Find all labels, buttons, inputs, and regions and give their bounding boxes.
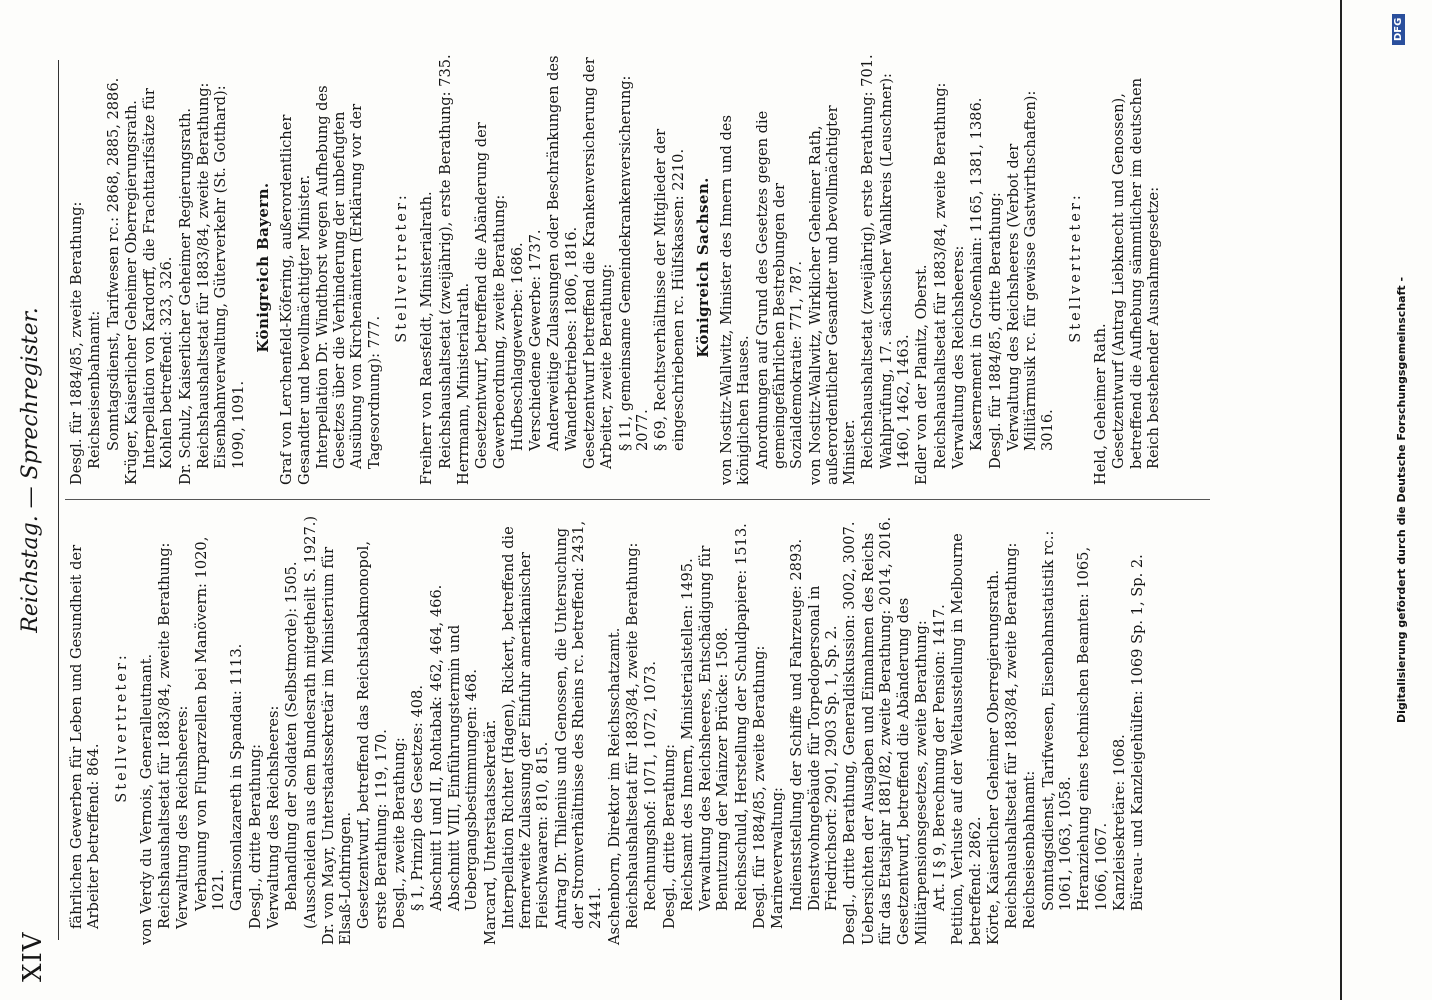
register-entry: Petition, Verluste auf der Weltausstellung in Melbourne betreffend: 2862. [949, 533, 984, 945]
register-entry: Antrag Dr. Thilenius und Genossen, die Untersuchung der Stromverhältnisse des Rheins rc. betreffend: 2431, 2441. [552, 520, 605, 929]
register-entry: § 69, Rechtsverhältnisse der Mitglieder der eingeschriebenen rc. Hülfskassen: 2210. [652, 128, 687, 451]
register-entry: Kanzleisekretäre: 1068. [1110, 734, 1128, 911]
register-entry: Desgl., dritte Berathung: [660, 743, 678, 929]
register-entry: Sonntagsdienst, Tarifwesen, Eisenbahnstatistik rc.: 1061, 1063, 1058. [1039, 530, 1075, 911]
register-entry: Uebersichten der Ausgaben und Einnahmen des Reichs für das Etatsjahr 1881/82, zweite Berathung: 2014, 2016. [859, 516, 895, 945]
header-rule [58, 60, 59, 940]
register-entry: Desgl. für 1884/85, zweite Berathung: [750, 645, 768, 929]
register-entry: Reichshaushaltsetat für 1883/84, zweite Berathung: [1003, 542, 1021, 929]
register-entry: Anderweitige Zulassungen oder Beschränkungen des Wanderbetriebes: 1806, 1816. [545, 55, 580, 451]
register-entry: Gesetzentwurf, betreffend das Reichstabakmonopol, erste Berathung: 119, 170. [355, 541, 390, 929]
register-entry: Wahlprüfung, 17. sächsischer Wahlkreis (Leuschner): 1460, 1462, 1463. [877, 73, 913, 469]
register-entry: Reichsschuld, Herstellung der Schuldpapiere: 1513. [732, 523, 750, 911]
register-entry: Verwaltung des Reichsheeres: [174, 705, 192, 929]
register-entry: Interpellation Dr. Windthorst wegen Aufhebung des Gesetzes über die Verhinderung der unbefugten Ausübung von Kirchenämtern (Erklärung vor der Tagesordnung): 777. [313, 85, 383, 469]
register-entry: Held, Geheimer Rath. [1092, 323, 1110, 485]
page-number: XIV [18, 931, 48, 982]
register-entry: Dr. Schulz, Kaiserlicher Geheimer Regierungsrath. [176, 107, 194, 485]
register-entry: Reichseisenbahnamt: [1021, 770, 1039, 929]
section-heading: Königreich Sachsen. [693, 177, 712, 358]
register-entry: fährlichen Gewerben für Leben und Gesundheit der Arbeiter betreffend: 864. [68, 544, 103, 929]
register-entry: Verwaltung des Reichsheeres, Entschädigung für Benutzung der Mainzer Brücke: 1508. [697, 545, 732, 911]
register-entry: Reichshaushaltsetat (zweijährig), erste Berathung: 735. [436, 54, 454, 469]
register-entry: Heranziehung eines technischen Beamten: 1065, 1066, 1067. [1075, 546, 1110, 911]
register-entry: Interpellation Richter (Hagen), Rickert, betreffend die fernerweite Zulassung der Einfuhr amerikanischer Fleischwaaren: 810, 815. [499, 526, 552, 929]
register-entry: Verwaltung des Reichsheeres: [264, 705, 282, 929]
register-entry: (Ausscheiden aus dem Bundesrath mitgetheilt S. 1927.) [301, 515, 319, 929]
register-entry: von Verdy du Vernois, Generalleutnant. [137, 653, 155, 945]
subsection-heading: Stellvertreter: [112, 652, 130, 803]
register-entry: Behandlung der Soldaten (Selbstmorde): 1505. [283, 561, 301, 911]
register-entry: Reichshaushaltsetat (zweijährig), erste Berathung: 701. [859, 54, 877, 469]
register-entry: Abschnitt I und II, Rohtabak: 462, 464, 466. [427, 584, 445, 911]
register-entry: Edler von der Planitz, Oberst. [913, 264, 931, 485]
register-entry: Art. I § 9, Berechnung der Pension: 1417. [930, 604, 948, 911]
register-entry: Marcard, Unterstaatssekretär. [481, 719, 499, 945]
register-entry: Krüger, Kaiserlicher Geheimer Oberregierungsrath. [122, 100, 140, 485]
register-entry: Anordnungen auf Grund des Gesetzes gegen die gemeingefährlichen Bestrebungen der Sozialdemokratie: 771, 787. [753, 110, 806, 469]
column-divider [65, 499, 1210, 500]
register-entry: Freiherr von Raesfeldt, Ministerialrath. [418, 191, 436, 485]
register-entry: von Nostitz-Wallwitz, Minister des Innern und des königlichen Hauses. [718, 115, 753, 485]
register-entry: Gesetzentwurf, betreffend die Abänderung der Gewerbeordnung, zweite Berathung: [473, 122, 508, 469]
left-column [68, 510, 1148, 945]
register-entry: Gesetzentwurf, betreffend die Abänderung des Militärpensionsgesetzes, zweite Berathung: [895, 597, 930, 945]
register-entry: Desgl. für 1884/85, zweite Berathung: [68, 201, 85, 485]
register-entry: Verwaltung des Reichsheeres (Verbot der Militärmusik rc. für gewisse Gastwirthschaften): 3016. [1004, 90, 1057, 451]
register-entry: Desgl. für 1884/85, dritte Berathung: [986, 192, 1004, 469]
register-entry: Graf von Lerchenfeld-Köfering, außerordentlicher Gesandter und bevollmächtigter Minister. [278, 114, 313, 485]
register-entry: Indienststellung der Schiffe und Fahrzeuge: 2893. [787, 538, 805, 911]
running-head: Reichstag. — Sprechregister. [18, 307, 43, 633]
register-entry: Gesetzentwurf betreffend die Krankenversicherung der Arbeiter, zweite Berathung: [581, 57, 616, 469]
register-entry: Dienstwohngebäude für Torpedopersonal in Friedrichsort: 2901, 2903 Sp. 1, Sp. 2. [805, 585, 841, 911]
register-entry: Desgl., zweite Berathung: [391, 737, 409, 929]
register-entry: Gesetzentwurf (Antrag Liebknecht und Genossen), betreffend die Aufhebung sämmtlicher im deutschen Reich bestehender Ausnahmegesetze: [1110, 78, 1162, 469]
register-entry: Sonntagsdienst, Tarifwesen rc.: 2868, 2885, 2886. [104, 77, 122, 451]
register-entry: Desgl., dritte Berathung: [246, 743, 264, 929]
register-entry: Aschenborn, Direktor im Reichsschatzamt. [605, 627, 623, 945]
register-entry: Reichsamt des Innern, Ministerialstellen: 1495. [678, 558, 696, 911]
register-entry: Körte, Kaiserlicher Geheimer Oberregierungsrath. [984, 569, 1002, 945]
register-entry: Garnisonlazareth in Spandau: 1113. [228, 643, 246, 911]
dfg-logo: DFG [1392, 14, 1405, 45]
register-entry: § 1, Prinzip des Gesetzes: 408. [409, 685, 427, 911]
register-entry: Reichshaushaltsetat für 1883/84, zweite Berathung: [156, 542, 174, 929]
register-entry: Hufbeschlaggewerbe: 1686. [508, 242, 526, 451]
register-entry: Verwaltung des Reichsheeres: [949, 245, 967, 469]
page-edge [1340, 0, 1342, 1000]
register-entry: Büreau- und Kanzleigehülfen: 1069 Sp. 1, Sp. 2. [1129, 554, 1147, 911]
register-entry: Reichseisenbahnamt: [86, 310, 104, 469]
right-column [68, 50, 1163, 485]
register-entry: von Nostitz-Wallwitz, Wirklicher Geheimer Rath, außerordentlicher Gesandter und bevollmächtigter Minister. [806, 105, 859, 485]
register-entry: § 11, gemeinsame Gemeindekrankenversicherung: 2077. [616, 75, 651, 451]
register-entry: Herrmann, Ministerialrath. [454, 282, 472, 485]
register-entry: Kasernement in Großenhain: 1165, 1381, 1386. [968, 97, 986, 451]
register-entry: Dr. von Mayr, Unterstaatssekretär im Ministerium für Elsaß-Lothringen. [319, 546, 355, 945]
register-entry: Marineverwaltung: [769, 787, 787, 929]
register-entry: Abschnitt VIII, Einführungstermin und Uebergangsbestimmungen: 468. [445, 624, 481, 911]
register-entry: Reichshaushaltsetat für 1883/84, zweite Berathung: [623, 542, 641, 929]
subsection-heading: Stellvertreter: [393, 192, 411, 343]
section-heading: Königreich Bayern. [253, 182, 272, 353]
digitization-note: Digitalisierung gefördert durch die Deutsche Forschungsgemeinschaft - [1395, 276, 1408, 724]
register-entry: Interpellation von Kardorff, die Frachttarifsätze für Kohlen betreffend: 323, 326. [141, 88, 176, 469]
register-entry: Verbauung von Flurparzellen bei Manövern: 1020, 1021. [192, 536, 228, 911]
register-entry: Reichshaushaltsetat für 1883/84, zweite Berathung: Eisenbahnverwaltung, Güterverkehr (St. Gotthard): 1090, 1091. [195, 82, 247, 469]
register-entry: Reichshaushaltsetat für 1883/84, zweite Berathung: [931, 82, 949, 469]
register-entry: Verschiedene Gewerbe: 1737. [527, 229, 545, 451]
register-entry: Desgl., dritte Berathung, Generaldiskussion: 3002, 3007. [841, 521, 859, 945]
register-entry: Rechnungshof: 1071, 1072, 1073. [642, 661, 660, 911]
subsection-heading: Stellvertreter: [1066, 192, 1084, 343]
